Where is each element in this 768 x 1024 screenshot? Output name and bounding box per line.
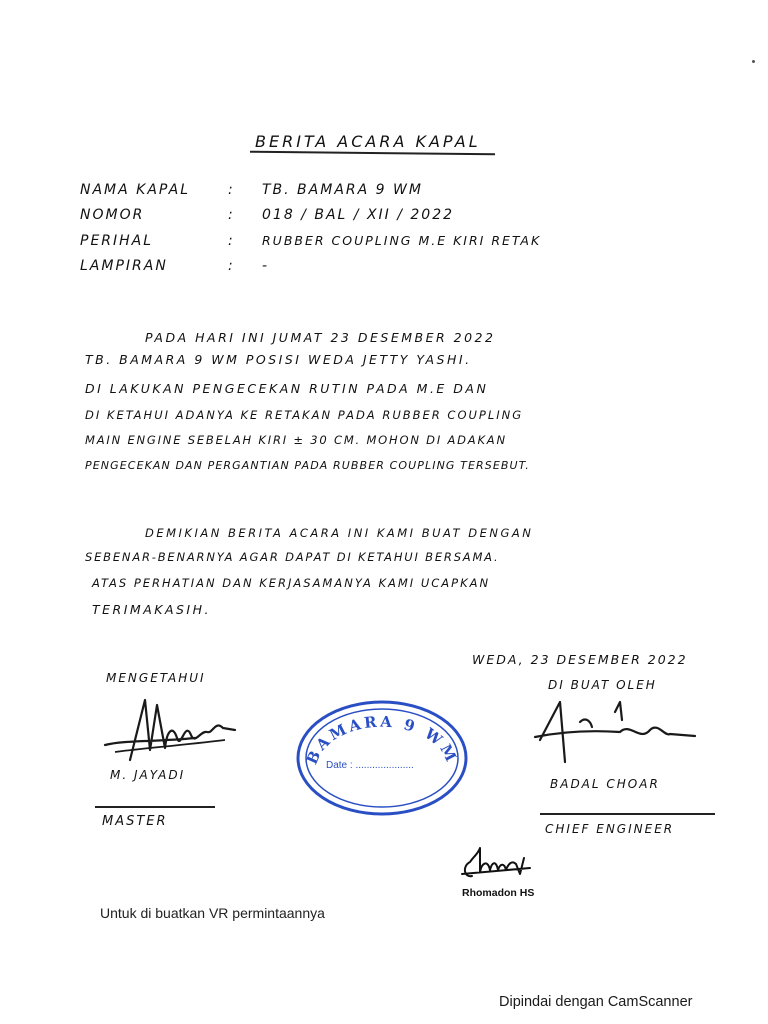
master-signature-scribble xyxy=(95,690,245,770)
right-signature-line xyxy=(540,813,715,815)
paragraph2-line: SEBENAR-BENARNYA AGAR DAPAT DI KETAHUI BERSAMA. xyxy=(85,550,500,564)
paragraph1-line: MAIN ENGINE SEBELAH KIRI ± 30 CM. MOHON DI ADAKAN xyxy=(85,433,507,447)
scan-speck xyxy=(752,60,755,63)
paragraph1-line: DI KETAHUI ADANYA KE RETAKAN PADA RUBBER COUPLING xyxy=(85,408,524,422)
meta-value: TB. BAMARA 9 WM xyxy=(262,182,423,198)
meta-row-nama-kapal xyxy=(80,182,680,206)
paragraph2-line: TERIMAKASIH. xyxy=(92,602,211,617)
title-underline xyxy=(250,151,495,155)
meta-label: NAMA KAPAL xyxy=(80,182,191,198)
company-stamp xyxy=(296,700,468,816)
paragraph1-line: PADA HARI INI JUMAT 23 DESEMBER 2022 xyxy=(145,330,496,345)
scanner-footer: Dipindai dengan CamScanner xyxy=(499,994,693,1010)
paragraph2-line: ATAS PERHATIAN DAN KERJASAMANYA KAMI UCAPKAN xyxy=(92,576,491,590)
approver-name: Rhomadon HS xyxy=(462,887,535,899)
left-signature-line xyxy=(95,806,215,808)
handnote: Untuk di buatkan VR permintaannya xyxy=(100,905,325,921)
meta-value: - xyxy=(262,258,270,274)
place-date: WEDA, 23 DESEMBER 2022 xyxy=(472,652,688,667)
meta-row-perihal xyxy=(80,233,680,257)
approver-signature-scribble xyxy=(458,844,538,884)
meta-label: NOMOR xyxy=(80,207,145,223)
right-signature-heading: DI BUAT OLEH xyxy=(548,678,657,692)
document-title: BERITA ACARA KAPAL xyxy=(255,132,481,151)
meta-value: 018 / BAL / XII / 2022 xyxy=(262,207,455,223)
stamp-text: BAMARA 9 WM xyxy=(302,712,462,768)
meta-label: PERIHAL xyxy=(80,233,154,249)
meta-value: RUBBER COUPLING M.E KIRI RETAK xyxy=(262,233,542,248)
meta-colon: : xyxy=(228,207,235,223)
meta-label: LAMPIRAN xyxy=(80,258,168,274)
left-signature-heading: MENGETAHUI xyxy=(106,671,206,685)
right-signature-role: CHIEF ENGINEER xyxy=(545,822,675,836)
paragraph1-line: PENGECEKAN DAN PERGANTIAN PADA RUBBER COUPLING TERSEBUT. xyxy=(85,459,530,472)
paragraph1-line: DI LAKUKAN PENGECEKAN RUTIN PADA M.E DAN xyxy=(85,381,489,396)
meta-row-lampiran xyxy=(80,258,680,282)
paragraph1-line: TB. BAMARA 9 WM POSISI WEDA JETTY YASHI. xyxy=(85,352,472,367)
right-signature-name: BADAL CHOAR xyxy=(550,777,660,791)
left-signature-name: M. JAYADI xyxy=(110,768,186,782)
meta-colon: : xyxy=(228,233,235,249)
meta-row-nomor xyxy=(80,207,680,231)
left-signature-role: MASTER xyxy=(102,814,168,829)
stamp-date-label: Date : ..................... xyxy=(326,760,414,771)
meta-colon: : xyxy=(228,182,235,198)
chief-engineer-signature-scribble xyxy=(520,692,700,772)
meta-colon: : xyxy=(228,258,235,274)
paragraph2-line: DEMIKIAN BERITA ACARA INI KAMI BUAT DENGAN xyxy=(145,526,534,540)
